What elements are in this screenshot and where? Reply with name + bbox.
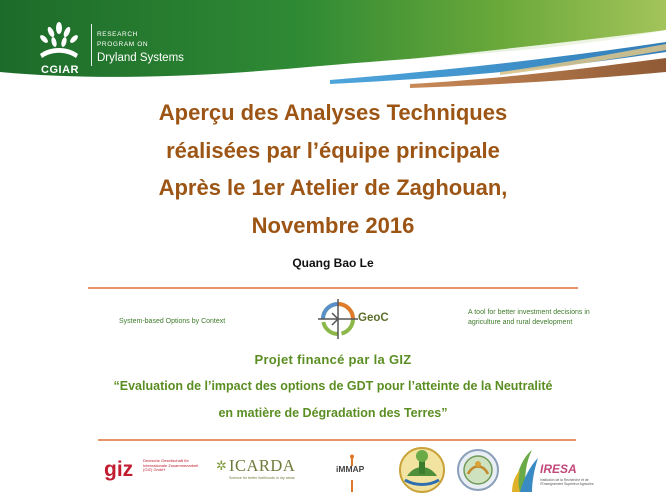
slide-title: [60, 94, 606, 244]
soc-tagline: System-based Options by Context: [119, 318, 226, 325]
title-line-2: réalisées par l’équipe principale: [166, 137, 500, 163]
institute-seal-icon: [455, 448, 501, 492]
project-title-line-1: “Evaluation de l’impact des options de GDT pour l’atteinte de la Neutralité: [113, 379, 553, 393]
program-name: Dryland Systems: [97, 52, 184, 64]
logo-divider: [91, 24, 92, 66]
author-name: Quang Bao Le: [292, 256, 374, 270]
funding-line: Projet financé par la GIZ: [254, 352, 412, 367]
immap-logo: [332, 454, 384, 494]
divider-bottom: [98, 439, 576, 441]
cgiar-wordmark: CGIAR: [41, 64, 79, 76]
icarda-tagline: Science for better livelihoods in dry areas: [229, 476, 295, 480]
geoc-tagline: A tool for better investment decisions in agriculture and rural development: [468, 309, 590, 326]
icarda-leaf-icon: ✲: [216, 458, 227, 473]
program-line-2: PROGRAM ON: [97, 41, 149, 48]
icarda-wordmark: ICARDA: [229, 456, 296, 475]
divider-top: [88, 287, 578, 289]
title-line-3: Après le 1er Atelier de Zaghouan,: [158, 175, 508, 200]
iresa-wordmark: IRESA: [540, 462, 577, 476]
giz-logo: giz: [104, 458, 134, 481]
iresa-subtitle: Institution de la Recherche et de l’Enseignement Supérieur Agricoles: [540, 478, 594, 486]
immap-wordmark: iMMAP: [336, 464, 365, 474]
header-banner: [0, 0, 666, 92]
geoc-wordmark: GeoC: [358, 312, 389, 324]
iresa-logo: [510, 448, 600, 494]
title-line-1: Aperçu des Analyses Techniques: [158, 100, 508, 125]
program-line-1: RESEARCH: [97, 31, 138, 38]
ministry-seal-icon: [397, 446, 447, 494]
giz-subtitle: Deutsche Gesellschaft für Internationale Zusammenarbeit (GIZ) GmbH: [143, 458, 199, 473]
project-title-line-2: en matière de Dégradation des Terres”: [218, 406, 448, 420]
title-line-4: Novembre 2016: [251, 212, 415, 238]
